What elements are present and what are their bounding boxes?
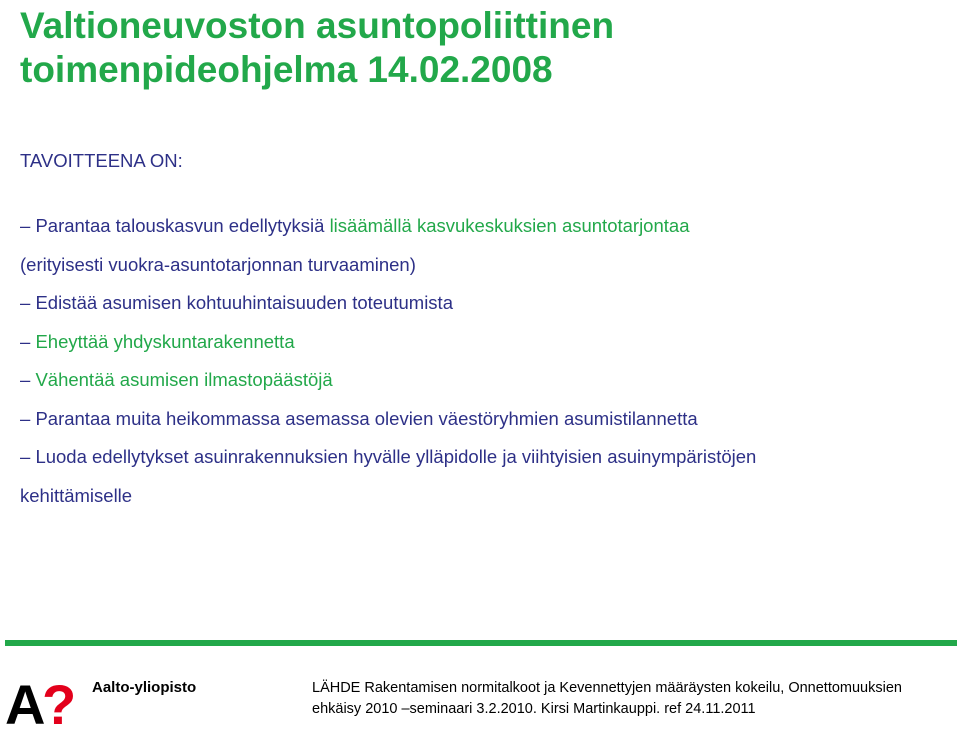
aalto-logo-icon (5, 678, 79, 726)
logo-letter-a: A (5, 678, 46, 726)
logo-question-mark: ? (42, 678, 77, 726)
goal-dash: – (20, 215, 31, 236)
goal-6-text: Luoda edellytykset asuinrakennuksien hyvälle ylläpidolle ja viihtyisien asuinympäristöjen (35, 446, 757, 467)
goal-dash: – (20, 292, 31, 313)
footer-divider (5, 640, 957, 646)
goal-1-continuation: (erityisesti vuokra-asuntotarjonnan turvaaminen) (20, 253, 416, 275)
slide-title-line-1: Valtioneuvoston asuntopoliittinen (20, 5, 615, 46)
goal-item-6 (20, 438, 945, 477)
source-citation (312, 678, 952, 720)
university-name: Aalto-yliopisto (92, 679, 197, 696)
source-line-1: LÄHDE Rakentamisen normitalkoot ja Kevennettyjen määräysten kokeilu, Onnettomuuksien (312, 680, 902, 696)
goal-item-3 (20, 323, 945, 362)
goal-dash: – (20, 407, 31, 429)
goal-item-6-continued (20, 477, 945, 516)
goal-item-4 (20, 361, 945, 400)
goal-dash: – (20, 446, 31, 467)
source-line-2: ehkäisy 2010 –seminaari 3.2.2010. Kirsi Martinkauppi. ref 24.11.2011 (312, 701, 756, 717)
goal-1-highlight: lisäämällä kasvukeskuksien asuntotarjontaa (329, 215, 690, 236)
goal-item-1-continued (20, 246, 945, 285)
goal-item-2 (20, 284, 945, 323)
goal-6-continuation: kehittämiselle (20, 484, 133, 506)
goal-5-text: Parantaa muita heikommassa asemassa olevien väestöryhmien asumistilannetta (35, 407, 698, 429)
slide-title-line-2: toimenpideohjelma 14.02.2008 (20, 49, 553, 90)
goals-heading: TAVOITTEENA ON: (20, 150, 183, 171)
goal-4-text: Vähentää asumisen ilmastopäästöjä (35, 369, 333, 390)
goals-list (20, 207, 945, 515)
goal-3-text: Eheyttää yhdyskuntarakennetta (35, 330, 295, 352)
goal-1-text: Parantaa talouskasvun edellytyksiä (35, 215, 330, 236)
goal-item-1 (20, 207, 945, 246)
goal-2-text: Edistää asumisen kohtuuhintaisuuden toteutumista (35, 292, 453, 313)
goal-item-5 (20, 400, 945, 439)
goal-dash: – (20, 369, 31, 390)
goal-dash: – (20, 330, 31, 352)
slide-title (20, 4, 950, 92)
